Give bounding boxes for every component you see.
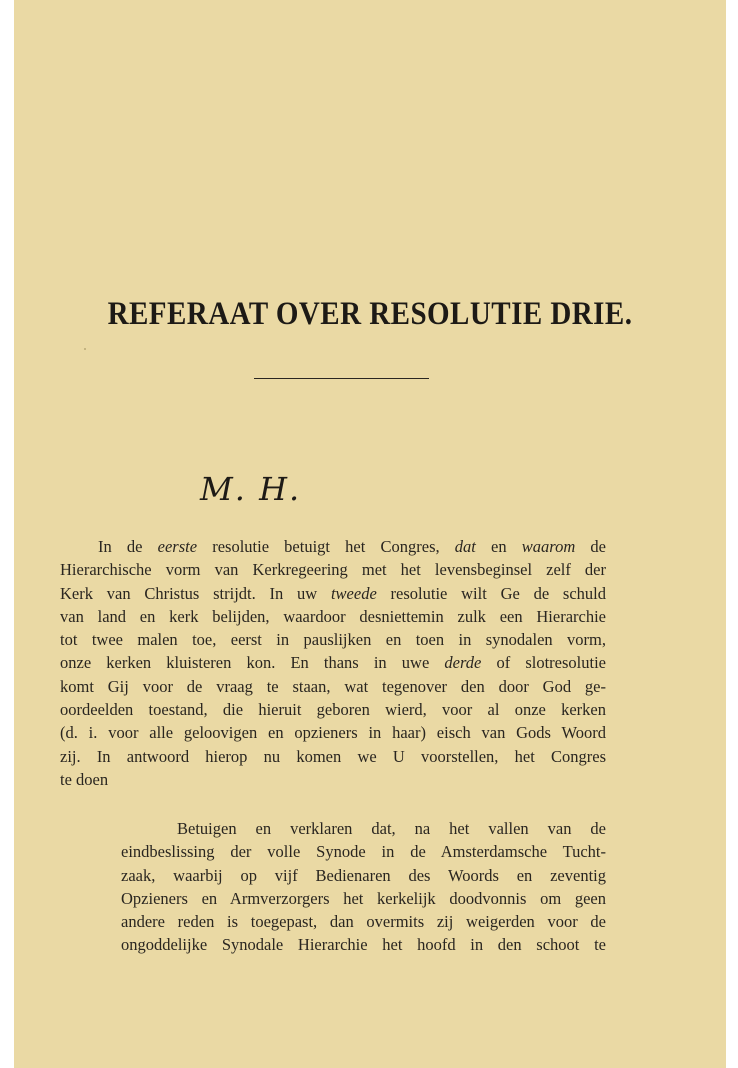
quote-line: andere reden is toegepast, dan overmits zij weigerden voor de [121, 912, 606, 932]
title-rule [254, 378, 429, 379]
paragraph-line [60, 721, 606, 744]
paragraph-line [60, 698, 606, 721]
text-run: en [475, 537, 522, 556]
quote-line: zaak, waarbij op vijf Bedienaren des Woords en zeventig [121, 865, 606, 885]
emphasized-word: tweede [330, 583, 377, 603]
text-run: te doen [60, 769, 109, 789]
text-run: resolutie betuigt het Congres, [197, 537, 455, 556]
emphasized-word: waarom [521, 537, 576, 556]
paragraph-line [60, 675, 606, 698]
chapter-title: REFERAAT OVER RESOLUTIE DRIE. [107, 296, 633, 332]
paragraph-line [60, 628, 606, 651]
paragraph-line [60, 582, 606, 605]
paragraph-line [60, 745, 606, 768]
quote-line: Opzieners en Armverzorgers het kerkelijk doodvonnis om geen [121, 888, 606, 908]
paper-speck [84, 348, 86, 350]
emphasized-word: eerste [157, 537, 198, 556]
paragraph-line [60, 768, 606, 791]
text-run: (d. i. voor alle geloovigen en opzieners in haar) eisch van Gods Woord [60, 723, 606, 743]
emphasized-word: dat [454, 537, 476, 556]
text-run: oordeelden toestand, die hieruit geboren wierd, voor al onze kerken [60, 700, 606, 720]
text-run: van land en kerk belijden, waardoor desniettemin zulk een Hierarchie [60, 606, 606, 626]
text-run: Hierarchische vorm van Kerkregeering met het levensbeginsel zelf der [60, 560, 606, 580]
text-run: de [575, 537, 607, 556]
quote-line: ongoddelijke Synodale Hierarchie het hoofd in den schoot te [121, 935, 606, 955]
paragraph-line [60, 558, 606, 581]
text-run: komt Gij voor de vraag te staan, wat tegenover den door God ge- [60, 676, 606, 696]
quote-line: eindbeslissing der volle Synode in de Amsterdamsche Tucht- [121, 842, 606, 862]
text-run: onze kerken kluisteren kon. En thans in uwe [60, 653, 445, 673]
salutation: M. H. [200, 470, 302, 508]
book-page [14, 0, 726, 1068]
paragraph-line [60, 651, 606, 674]
resolution-quote [121, 817, 606, 957]
text-run: resolutie wilt Ge de schuld [376, 583, 606, 603]
quote-line: Betuigen en verklaren dat, na het vallen van de [177, 819, 606, 838]
text-run: of slotresolutie [481, 653, 606, 673]
paragraph-line [60, 535, 606, 558]
text-run: zij. In antwoord hierop nu komen we U voorstellen, het Congres [60, 746, 606, 766]
body-paragraph [60, 535, 606, 791]
text-run: In de [98, 537, 158, 556]
text-run: tot twee malen toe, eerst in pauslijken en toen in synodalen vorm, [60, 630, 606, 650]
emphasized-word: derde [444, 653, 482, 673]
paragraph-line [60, 605, 606, 628]
text-run: Kerk van Christus strijdt. In uw [60, 583, 331, 603]
